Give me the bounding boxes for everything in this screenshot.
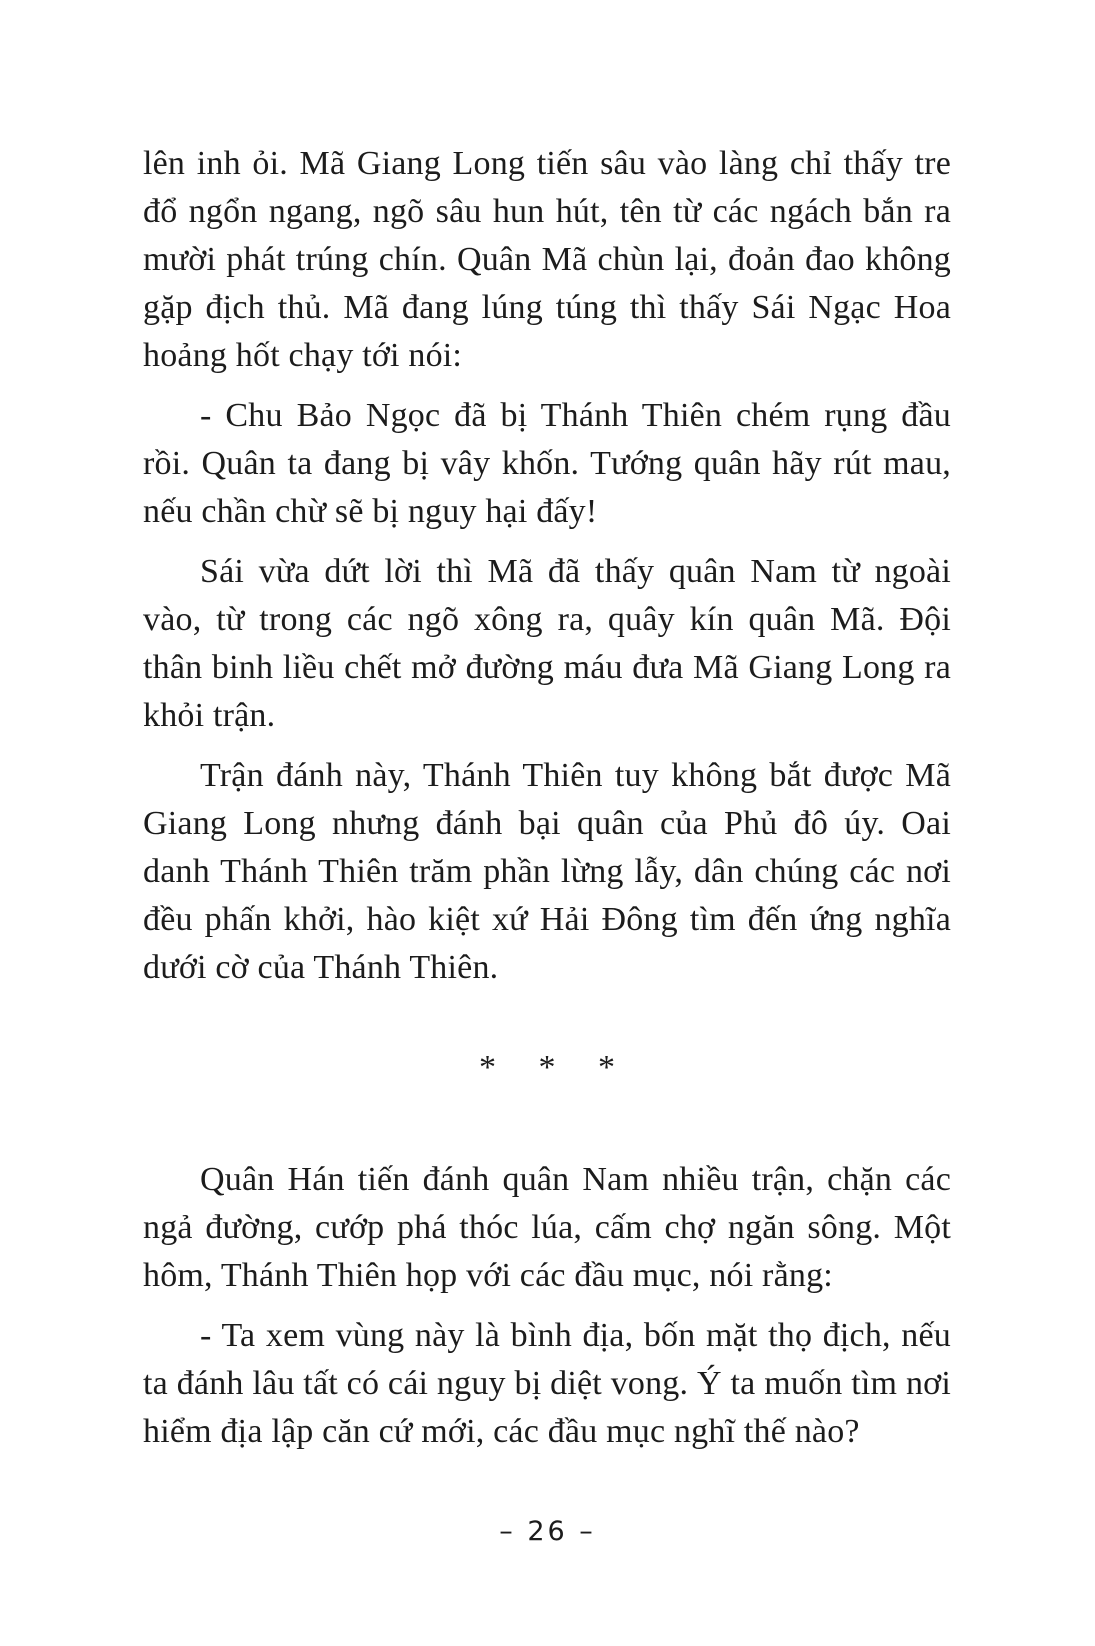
paragraph: - Chu Bảo Ngọc đã bị Thánh Thiên chém rụng đầu rồi. Quân ta đang bị vây khốn. Tướng quân hãy rút mau, nếu chần chừ sẽ bị nguy hại đấy! — [143, 397, 951, 530]
paragraph: lên inh ỏi. Mã Giang Long tiến sâu vào làng chỉ thấy tre đổ ngổn ngang, ngõ sâu hun hút, tên từ các ngách bắn ra mười phát trúng chín. Quân Mã chùn lại, đoản đao không gặp địch thủ. Mã đang lúng túng thì thấy Sái Ngạc Hoa hoảng hốt chạy tới nói: — [143, 145, 951, 374]
paragraph: Trận đánh này, Thánh Thiên tuy không bắt được Mã Giang Long nhưng đánh bại quân của Phủ đô úy. Oai danh Thánh Thiên trăm phần lừng lẫy, dân chúng các nơi đều phấn khởi, hào kiệt xứ Hải Đông tìm đến ứng nghĩa dưới cờ của Thánh Thiên. — [143, 757, 951, 986]
paragraph: - Ta xem vùng này là bình địa, bốn mặt thọ địch, nếu ta đánh lâu tất có cái nguy bị diệt vong. Ý ta muốn tìm nơi hiểm địa lập căn cứ mới, các đầu mục nghĩ thế nào? — [143, 1317, 951, 1450]
section-separator: * * * — [479, 1049, 615, 1086]
paragraph: Sái vừa dứt lời thì Mã đã thấy quân Nam từ ngoài vào, từ trong các ngõ xông ra, quây kín quân Mã. Đội thân binh liều chết mở đường máu đưa Mã Giang Long ra khỏi trận. — [143, 553, 951, 734]
paragraph: Quân Hán tiến đánh quân Nam nhiều trận, chặn các ngả đường, cướp phá thóc lúa, cấm chợ ngăn sông. Một hôm, Thánh Thiên họp với các đầu mục, nói rằng: — [143, 1161, 951, 1294]
page-number: – 26 – — [499, 1516, 596, 1547]
text-block — [143, 140, 951, 1468]
